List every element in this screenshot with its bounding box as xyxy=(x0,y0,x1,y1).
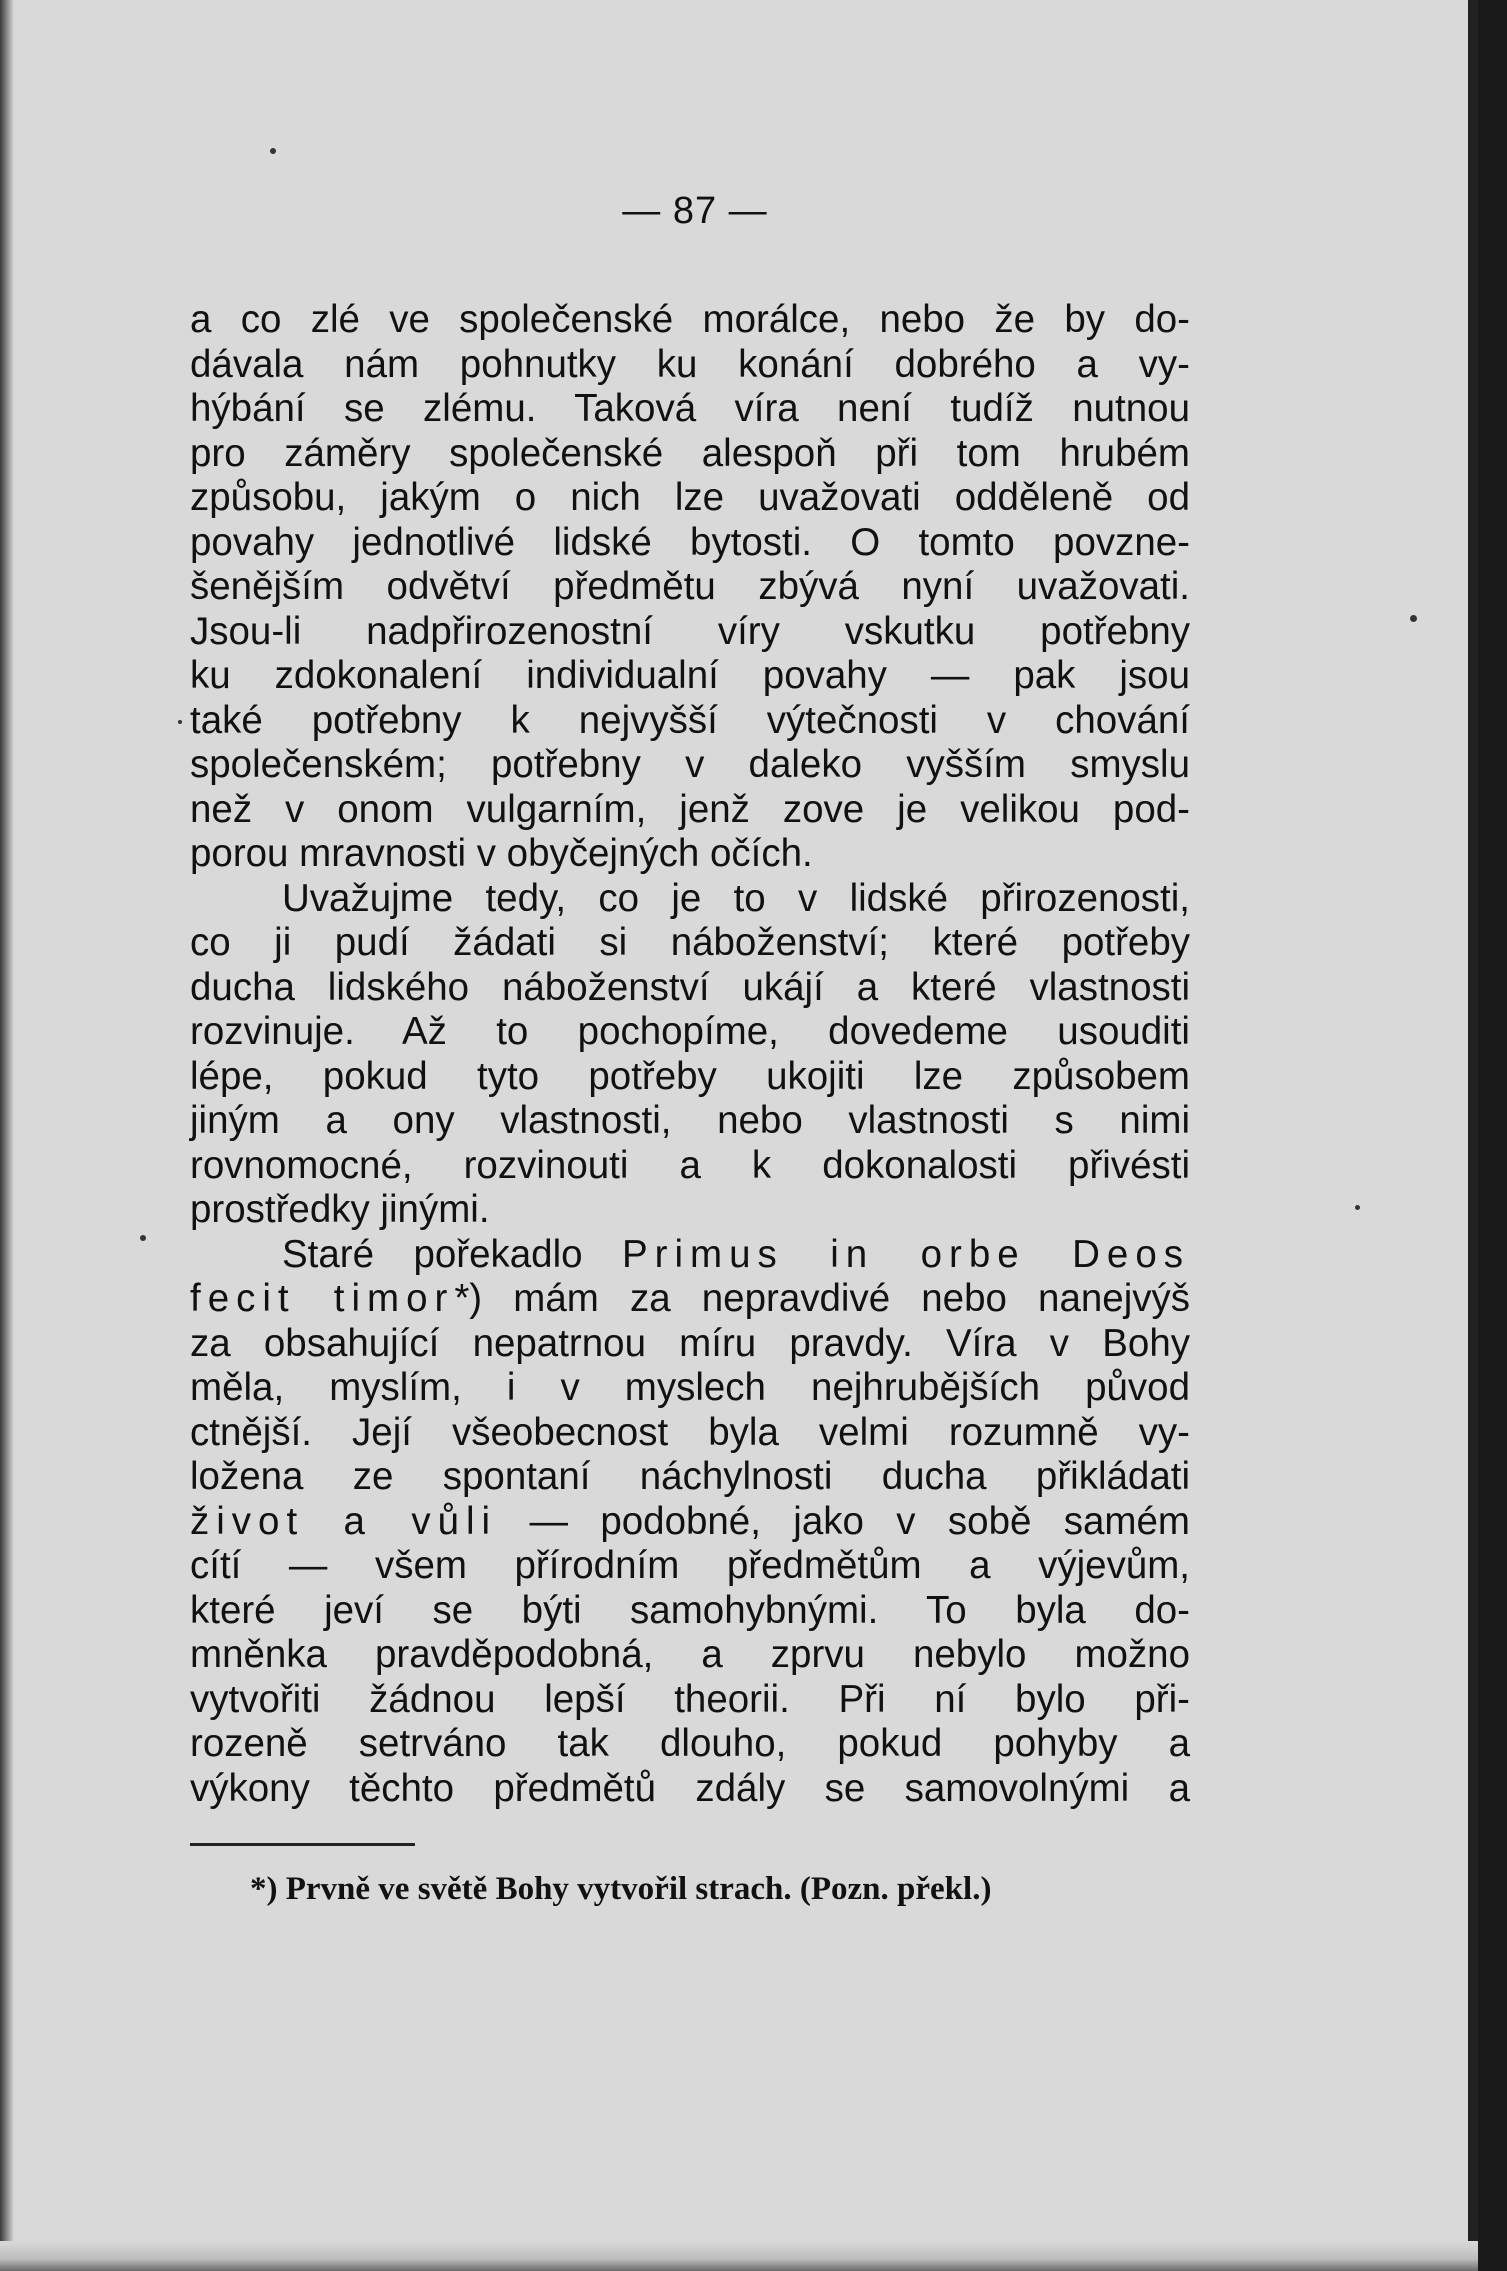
paper-speck xyxy=(140,1235,146,1241)
text-line xyxy=(190,1277,1190,1322)
text-line: pro záměry společenské alespoň při tom hrubém xyxy=(190,431,1190,475)
text-line xyxy=(190,1233,1190,1278)
text-fragment: *) mám za nepravdivé nebo nanejvýš xyxy=(454,1277,1190,1320)
text-line: které jeví se býti samohybnými. To byla do- xyxy=(190,1588,1190,1632)
text-line: než v onom vulgarním, jenž zove je velikou pod- xyxy=(190,787,1190,831)
text-line: cítí — všem přírodním předmětům a výjevům, xyxy=(190,1544,1190,1587)
text-line: hýbání se zlému. Taková víra není tudíž nutnou xyxy=(190,387,1190,430)
text-line: měla, myslím, i v myslech nejhrubějších původ xyxy=(190,1366,1190,1409)
text-line: ku zdokonalení individualní povahy — pak jsou xyxy=(190,654,1190,697)
text-line: ducha lidského náboženství ukájí a které vlastnosti xyxy=(190,965,1190,1009)
text-line: mněnka pravděpodobná, a zprvu nebylo možno xyxy=(190,1633,1190,1676)
text-fragment: — podobné, jako v sobě samém xyxy=(497,1499,1190,1543)
text-line: ložena ze spontaní náchylnosti ducha přikládati xyxy=(190,1455,1190,1498)
text-line: šenějším odvětví předmětu zbývá nyní uvažovati. xyxy=(190,565,1190,608)
emphasized-text: život a vůli xyxy=(190,1499,498,1543)
text-line: způsobu, jakým o nich lze uvažovati odděleně od xyxy=(190,476,1190,519)
latin-proverb: fecit timor xyxy=(190,1277,455,1320)
text-line: prostředky jinými. xyxy=(190,1188,490,1231)
text-line: Uvažujme tedy, co je to v lidské přirozenosti, xyxy=(282,876,1190,920)
page-number: — 87 — xyxy=(622,190,768,232)
text-line: rozeně setrváno tak dlouho, pokud pohyby a xyxy=(190,1722,1190,1765)
paper-speck xyxy=(178,720,182,724)
text-line: dávala nám pohnutky ku konání dobrého a vy- xyxy=(190,342,1190,386)
paper-speck xyxy=(1355,1205,1360,1210)
footnote-divider xyxy=(190,1843,415,1846)
text-line: co ji pudí žádati si náboženství; které potřeby xyxy=(190,921,1190,964)
text-line: ctnější. Její všeobecnost byla velmi rozumně vy- xyxy=(190,1410,1190,1454)
text-line: porou mravnosti v obyčejných očích. xyxy=(190,832,813,875)
text-line: vytvořiti žádnou lepší theorii. Při ní bylo při- xyxy=(190,1677,1190,1721)
text-line: a co zlé ve společenské morálce, nebo že by do- xyxy=(190,298,1190,341)
footnote: *) Prvně ve světě Bohy vytvořil strach. (Pozn. překl.) xyxy=(250,1871,992,1907)
text-line: rozvinuje. Až to pochopíme, dovedeme usouditi xyxy=(190,1010,1190,1053)
text-line: rovnomocné, rozvinouti a k dokonalosti přivésti xyxy=(190,1143,1190,1187)
body-text xyxy=(190,298,1190,1811)
page-bottom-edge xyxy=(0,2241,1478,2271)
page-binding-edge xyxy=(0,0,14,2271)
paper-speck xyxy=(270,148,276,154)
text-fragment: Staré pořekadlo xyxy=(282,1232,622,1276)
text-line: lépe, pokud tyto potřeby ukojiti lze způsobem xyxy=(190,1054,1190,1098)
text-line: Jsou-li nadpřirozenostní víry vskutku potřebny xyxy=(190,609,1190,653)
text-line xyxy=(190,1500,1190,1545)
text-line: také potřebny k nejvyšší výtečnosti v chování xyxy=(190,698,1190,742)
text-line: jiným a ony vlastnosti, nebo vlastnosti s nimi xyxy=(190,1099,1190,1142)
text-line: povahy jednotlivé lidské bytosti. O tomto povzne- xyxy=(190,520,1190,564)
text-line: společenském; potřebny v daleko vyšším smyslu xyxy=(190,743,1190,786)
text-line: za obsahující nepatrnou míru pravdy. Víra v Bohy xyxy=(190,1321,1190,1365)
text-line: výkony těchto předmětů zdály se samovolnými a xyxy=(190,1766,1190,1810)
paper-speck xyxy=(1410,615,1417,622)
latin-proverb: Primus in orbe Deos xyxy=(622,1232,1190,1276)
